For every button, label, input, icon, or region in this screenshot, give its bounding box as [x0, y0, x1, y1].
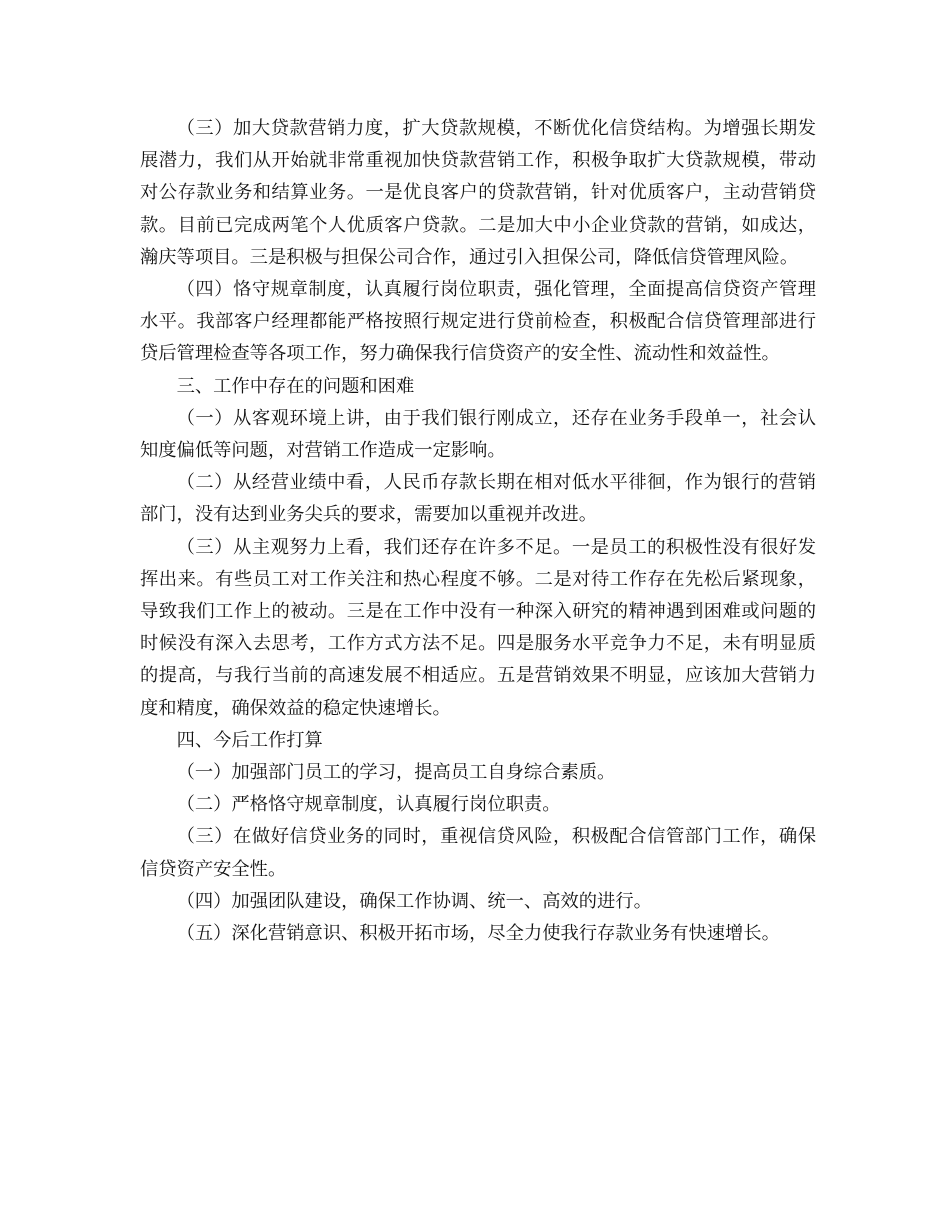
paragraph-subjective-effort: （三）从主观努力上看，我们还存在许多不足。一是员工的积极性没有很好发挥出来。有些员工对工作关注和热心程度不够。二是对待工作存在先松后紧现象，导致我们工作上的被动。三是在工作中没有一种深入研究的精神遇到困难或问题的时候没有深入去思考，工作方式方法不足。四是服务水平竞争力不足，未有明显质的提高，与我行当前的高速发展不相适应。五是营销效果不明显，应该加大营销力度和精度，确保效益的稳定快速增长。: [140, 536, 816, 719]
plan-item-regulations: （二）严格恪守规章制度，认真履行岗位职责。: [176, 794, 561, 816]
plan-item-credit-risk: （三）在做好信贷业务的同时，重视信贷风险，积极配合信管部门工作，确保信贷资产安全性。: [140, 826, 816, 880]
paragraph-objective-environment: （一）从客观环境上讲，由于我们银行刚成立，还存在业务手段单一，社会认知度偏低等问题，对营销工作造成一定影响。: [140, 407, 816, 462]
paragraph-regulations: （四）恪守规章制度，认真履行岗位职责，强化管理，全面提高信贷资产管理水平。我部客户经理都能严格按照行规定进行贷前检查，积极配合信贷管理部进行贷后管理检查等各项工作，努力确保我行信贷资产的安全性、流动性和效益性。: [140, 279, 816, 365]
plan-item-marketing: （五）深化营销意识、积极开拓市场，尽全力使我行存款业务有快速增长。: [176, 923, 780, 945]
plan-item-study: （一）加强部门员工的学习，提高员工自身综合素质。: [176, 762, 616, 784]
document-body: [140, 113, 816, 950]
section-heading-future-plans: 四、今后工作打算: [176, 729, 323, 751]
paragraph-business-performance: （二）从经营业绩中看，人民币存款长期在相对低水平徘徊，作为银行的营销部门，没有达到业务尖兵的要求，需要加以重视并改进。: [140, 472, 816, 526]
section-heading-problems: 三、工作中存在的问题和困难: [176, 375, 415, 397]
paragraph-loan-marketing: （三）加大贷款营销力度，扩大贷款规模，不断优化信贷结构。为增强长期发展潜力，我们从开始就非常重视加快贷款营销工作，积极争取扩大贷款规模，带动对公存款业务和结算业务。一是优良客户的贷款营销，针对优质客户，主动营销贷款。目前已完成两笔个人优质客户贷款。二是加大中小企业贷款的营销，如成达，瀚庆等项目。三是积极与担保公司合作，通过引入担保公司，降低信贷管理风险。: [140, 118, 816, 268]
plan-item-team-building: （四）加强团队建设，确保工作协调、统一、高效的进行。: [176, 890, 652, 912]
